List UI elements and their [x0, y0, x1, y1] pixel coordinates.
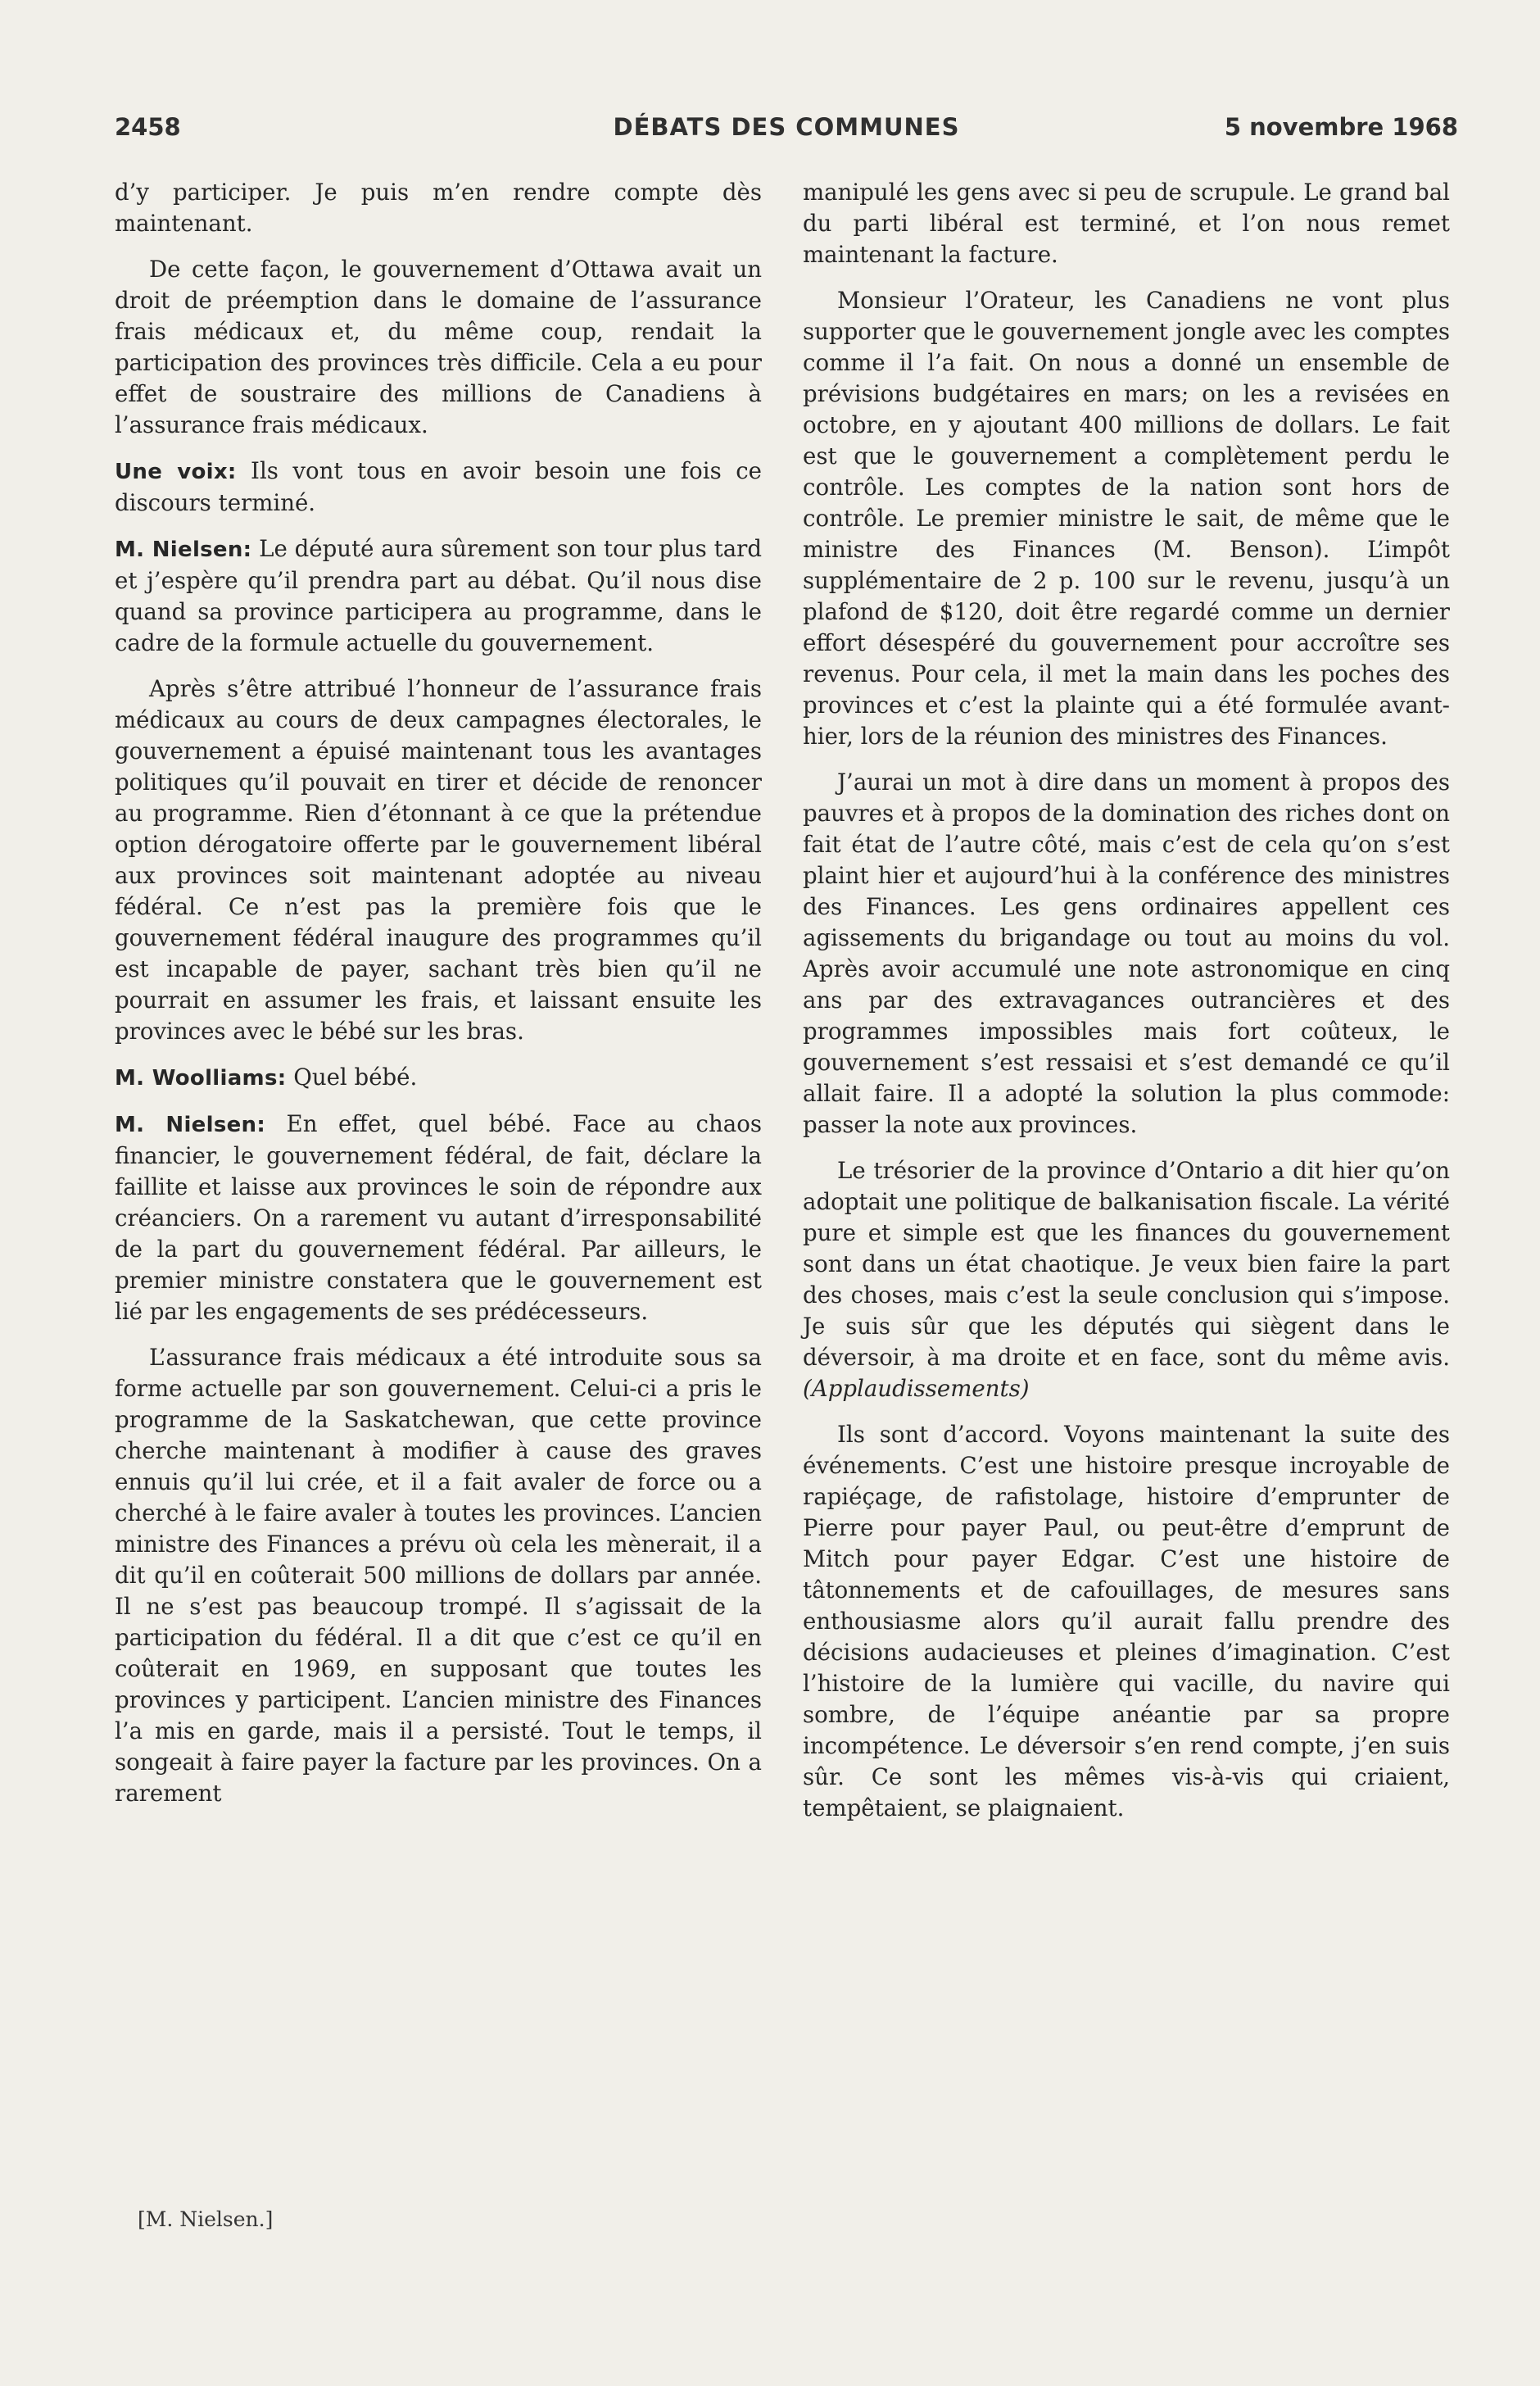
speech-text: Ils vont tous en avoir besoin une fois ce discours terminé.: [115, 457, 762, 516]
speech: [115, 456, 762, 519]
paragraph: De cette façon, le gouvernement d’Ottawa avait un droit de préemption dans le domaine de l’assurance frais médicaux et, du même coup, rendait la participation des provinces très difficile. Cela a eu pour effet de soustraire des millions de Canadiens à l’assurance frais médicaux.: [115, 256, 762, 438]
speech-text: En effet, quel bébé. Face au chaos financier, le gouvernement fédéral, de fait, déclare la faillite et laisse aux provinces le soin de répondre aux créanciers. On a rarement vu autant d’irresponsabilité de la part du gouvernement fédéral. Par ailleurs, le premier ministre constatera que le gouvernement est lié par les engagements de ses prédécesseurs.: [115, 1110, 763, 1325]
page-header: [115, 113, 1458, 151]
speaker-name: M. Nielsen:: [115, 538, 252, 562]
page-number: 2458: [115, 113, 181, 141]
speaker-name: Une voix:: [115, 460, 237, 484]
page-date: 5 novembre 1968: [1224, 113, 1458, 141]
paragraph: Ils sont d’accord. Voyons maintenant la suite des événements. C’est une histoire presque incroyable de rapiéçage, de rafistolage, histoire d’emprunter de Pierre pour payer Paul, ou peut-être d’emprunt de Mitch pour payer Edgar. C’est une histoire de tâtonnements et de cafouillages, de mesures sans enthousiasme alors qu’il aurait fallu prendre des décisions audacieuses et pleines d’imagination. C’est l’histoire de la lumière qui vacille, du navire qui sombre, de l’équipe anéantie par sa propre incompétence. Le déversoir s’en rend compte, j’en suis sûr. Ce sont les mêmes vis-à-vis qui criaient, tempêtaient, se plaignaient.: [803, 1421, 1450, 1821]
paragraph: [803, 1155, 1450, 1404]
speech-text: Quel bébé.: [286, 1064, 418, 1091]
speech: [115, 533, 762, 659]
paragraph: Monsieur l’Orateur, les Canadiens ne vont plus supporter que le gouvernement jongle avec les comptes comme il l’a fait. On nous a donné un ensemble de prévisions budgétaires en mars; on les a revisées en octobre, en y ajoutant 400 millions de dollars. Le fait est que le gouvernement a complètement perdu le contrôle. Les comptes de la nation sont hors de contrôle. Le premier ministre le sait, de même que le ministre des Finances (M. Benson). L’impôt supplémentaire de 2 p. 100 sur le revenu, jusqu’à un plafond de $120, doit être regardé comme un dernier effort désespéré du gouvernement pour accroître ses revenus. Pour cela, il met la main dans les poches des provinces et c’est la plainte qui a été formulée avant-hier, lors de la réunion des ministres des Finances.: [803, 287, 1450, 750]
paragraph: d’y participer. Je puis m’en rendre compte dès maintenant.: [115, 179, 762, 237]
paragraph-text: Le trésorier de la province d’Ontario a dit hier qu’on adoptait une politique de balkanisation fiscale. La vérité pure et simple est que les finances du gouvernement sont dans un état chaotique. Je veux bien faire la part des choses, mais c’est la seule conclusion qui s’impose. Je suis sûr que les députés qui siègent dans le déversoir, à ma droite et en face, sont du même avis.: [803, 1157, 1450, 1371]
speech: [115, 1109, 762, 1327]
speech: [115, 1062, 762, 1094]
applause-note: (Applaudissements): [803, 1375, 1030, 1402]
paragraph: manipulé les gens avec si peu de scrupule. Le grand bal du parti libéral est terminé, et l’on nous remet maintenant la facture.: [803, 179, 1450, 268]
paragraph: J’aurai un mot à dire dans un moment à propos des pauvres et à propos de la domination des riches dont on fait état de l’autre côté, mais c’est de cela qu’on s’est plaint hier et aujourd’hui à la conférence des ministres des Finances. Les gens ordinaires appellent ces agissements du brigandage ou tout au moins du vol. Après avoir accumulé une note astronomique en cinq ans par des extravagances outrancières et des programmes impossibles mais fort coûteux, le gouvernement s’est ressaisi et s’est demandé ce qu’il allait faire. Il a adopté la solution la plus commode: passer la note aux provinces.: [803, 769, 1450, 1138]
speaker-attribution: [M. Nielsen.]: [138, 2207, 274, 2231]
paragraph: L’assurance frais médicaux a été introduite sous sa forme actuelle par son gouvernement. Celui-ci a pris le programme de la Saskatchewan, que cette province cherche maintenant à modifier à cause des graves ennuis qu’il lui crée, et il a fait avaler de force ou a cherché à le faire avaler à toutes les provinces. L’ancien ministre des Finances a prévu où cela les mènerait, il a dit qu’il en coûterait 500 millions de dollars par année. Il ne s’est pas beaucoup trompé. Il s’agissait de la participation du fédéral. Il a dit que c’est ce qu’il en coûterait en 1969, en supposant que toutes les provinces y participent. L’ancien ministre des Finances l’a mis en garde, mais il a persisté. Tout le temps, il songeait à faire payer la facture par les provinces. On a rarement: [115, 1344, 762, 1807]
paragraph: Après s’être attribué l’honneur de l’assurance frais médicaux au cours de deux campagnes électorales, le gouvernement a épuisé maintenant tous les avantages politiques qu’il pouvait en tirer et décide de renoncer au programme. Rien d’étonnant à ce que la prétendue option dérogatoire offerte par le gouvernement libéral aux provinces soit maintenant adoptée au niveau fédéral. Ce n’est pas la première fois que le gouvernement fédéral inaugure des programmes qu’il est incapable de payer, sachant très bien qu’il ne pourrait en assumer les frais, et laissant ensuite les provinces avec le bébé sur les bras.: [115, 675, 762, 1045]
speaker-name: M. Woolliams:: [115, 1066, 287, 1091]
speaker-name: M. Nielsen:: [115, 1113, 266, 1137]
left-column: [115, 177, 762, 1824]
speech-text: Le député aura sûrement son tour plus tard et j’espère qu’il prendra part au débat. Qu’il nous dise quand sa province participera au programme, dans le cadre de la formule actuelle du gouvernement.: [115, 535, 762, 656]
page-title: DÉBATS DES COMMUNES: [613, 113, 960, 141]
right-column: [803, 177, 1450, 1839]
